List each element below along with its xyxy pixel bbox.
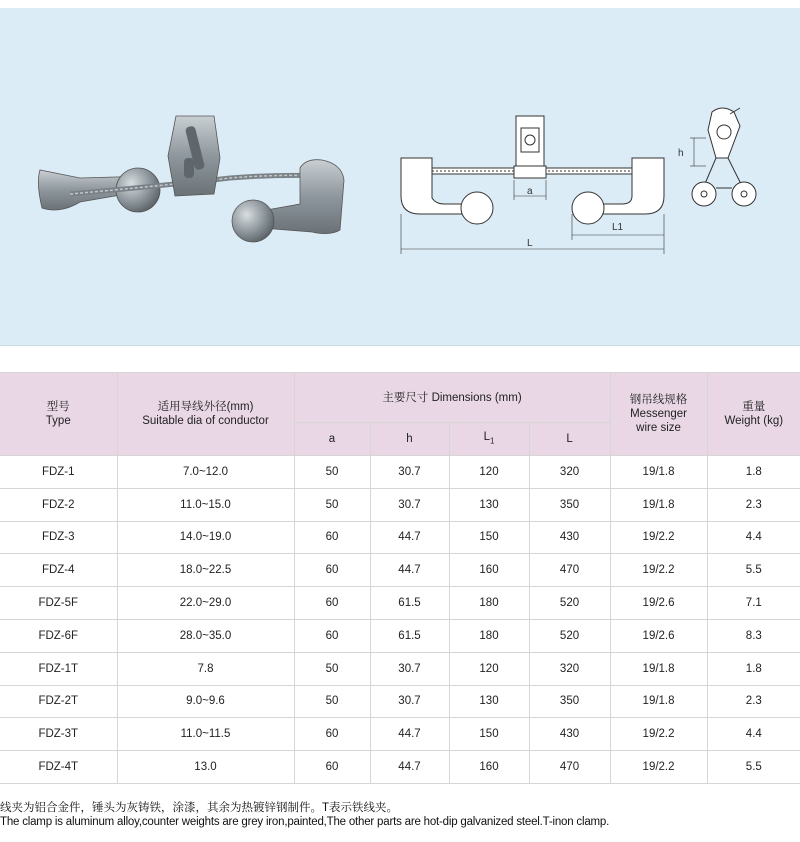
table-row xyxy=(0,751,800,784)
header-wire-cn: 钢吊线规格 xyxy=(629,394,688,406)
cell-a: 60 xyxy=(294,751,370,784)
header-col-L1 xyxy=(449,423,529,456)
table-row xyxy=(0,521,800,554)
cell-L: 520 xyxy=(529,619,610,652)
cell-a: 50 xyxy=(294,456,370,489)
cell-L1: 180 xyxy=(449,619,529,652)
cell-h: 30.7 xyxy=(370,488,449,521)
cell-a: 50 xyxy=(294,488,370,521)
cell-messenger-wire: 19/1.8 xyxy=(610,652,707,685)
cell-L1: 120 xyxy=(449,456,529,489)
cell-weight: 2.3 xyxy=(707,488,800,521)
front-view-drawing xyxy=(401,116,664,254)
header-type xyxy=(0,373,117,456)
cell-L1: 120 xyxy=(449,652,529,685)
header-messenger-wire xyxy=(610,373,707,456)
cell-messenger-wire: 19/2.2 xyxy=(610,521,707,554)
cell-type: FDZ-1T xyxy=(0,652,117,685)
cell-weight: 4.4 xyxy=(707,521,800,554)
cell-L: 520 xyxy=(529,587,610,620)
cell-type: FDZ-3 xyxy=(0,521,117,554)
cell-L1: 160 xyxy=(449,751,529,784)
cell-conductor-dia: 7.0~12.0 xyxy=(117,456,294,489)
cell-type: FDZ-4T xyxy=(0,751,117,784)
cell-weight: 1.8 xyxy=(707,652,800,685)
cell-type: FDZ-5F xyxy=(0,587,117,620)
table-row xyxy=(0,456,800,489)
header-col-L1-main: L xyxy=(483,430,490,443)
header-col-L1-sub: 1 xyxy=(489,436,495,446)
product-figure-panel xyxy=(0,8,800,346)
dim-label-a: a xyxy=(527,186,533,197)
cell-type: FDZ-6F xyxy=(0,619,117,652)
cell-weight: 8.3 xyxy=(707,619,800,652)
header-dimensions: 主要尺寸 Dimensions (mm) xyxy=(294,373,610,423)
spec-table xyxy=(0,372,800,784)
cell-type: FDZ-2 xyxy=(0,488,117,521)
cell-conductor-dia: 9.0~9.6 xyxy=(117,685,294,718)
cell-L1: 130 xyxy=(449,488,529,521)
cell-L1: 150 xyxy=(449,718,529,751)
cell-a: 60 xyxy=(294,718,370,751)
cell-L: 470 xyxy=(529,751,610,784)
cell-L: 470 xyxy=(529,554,610,587)
cell-conductor-dia: 28.0~35.0 xyxy=(117,619,294,652)
cell-conductor-dia: 11.0~15.0 xyxy=(117,488,294,521)
cell-conductor-dia: 13.0 xyxy=(117,751,294,784)
spec-table-body xyxy=(0,456,800,784)
table-row xyxy=(0,718,800,751)
cell-a: 60 xyxy=(294,587,370,620)
cell-h: 61.5 xyxy=(370,619,449,652)
cell-h: 30.7 xyxy=(370,685,449,718)
header-col-L: L xyxy=(529,423,610,456)
cell-conductor-dia: 18.0~22.5 xyxy=(117,554,294,587)
cell-type: FDZ-1 xyxy=(0,456,117,489)
header-col-a: a xyxy=(294,423,370,456)
cell-type: FDZ-3T xyxy=(0,718,117,751)
cell-weight: 4.4 xyxy=(707,718,800,751)
table-row xyxy=(0,685,800,718)
cell-h: 44.7 xyxy=(370,718,449,751)
cell-messenger-wire: 19/2.6 xyxy=(610,619,707,652)
cell-L1: 160 xyxy=(449,554,529,587)
header-weight-en: Weight (kg) xyxy=(724,415,784,427)
cell-h: 30.7 xyxy=(370,652,449,685)
damper-photo xyxy=(38,116,344,242)
header-col-h: h xyxy=(370,423,449,456)
cell-weight: 1.8 xyxy=(707,456,800,489)
cell-weight: 5.5 xyxy=(707,751,800,784)
side-view-drawing xyxy=(690,108,756,206)
table-row xyxy=(0,652,800,685)
header-dia-en: Suitable dia of conductor xyxy=(142,415,269,427)
cell-messenger-wire: 19/1.8 xyxy=(610,488,707,521)
cell-a: 50 xyxy=(294,685,370,718)
header-wire-en1: Messenger xyxy=(630,408,687,420)
cell-type: FDZ-4 xyxy=(0,554,117,587)
header-weight-cn: 重量 xyxy=(742,401,766,413)
header-weight xyxy=(707,373,800,456)
cell-h: 44.7 xyxy=(370,751,449,784)
cell-messenger-wire: 19/2.6 xyxy=(610,587,707,620)
table-row xyxy=(0,554,800,587)
cell-weight: 7.1 xyxy=(707,587,800,620)
cell-conductor-dia: 7.8 xyxy=(117,652,294,685)
cell-L1: 130 xyxy=(449,685,529,718)
cell-a: 50 xyxy=(294,652,370,685)
dim-label-L: L xyxy=(527,238,533,249)
note-english: The clamp is aluminum alloy,counter weights are grey iron,painted,The other parts are hot-dip galvanized steel.T-inon clamp. xyxy=(0,816,610,828)
cell-a: 60 xyxy=(294,619,370,652)
cell-messenger-wire: 19/1.8 xyxy=(610,685,707,718)
header-conductor-dia xyxy=(117,373,294,456)
cell-h: 44.7 xyxy=(370,521,449,554)
cell-L: 430 xyxy=(529,521,610,554)
table-row xyxy=(0,488,800,521)
cell-L1: 180 xyxy=(449,587,529,620)
cell-L: 350 xyxy=(529,488,610,521)
product-figure xyxy=(0,8,800,345)
cell-messenger-wire: 19/1.8 xyxy=(610,456,707,489)
header-type-en: Type xyxy=(45,415,71,427)
cell-messenger-wire: 19/2.2 xyxy=(610,554,707,587)
cell-h: 44.7 xyxy=(370,554,449,587)
cell-conductor-dia: 14.0~19.0 xyxy=(117,521,294,554)
cell-L1: 150 xyxy=(449,521,529,554)
cell-messenger-wire: 19/2.2 xyxy=(610,751,707,784)
header-wire-en2: wire size xyxy=(636,422,681,434)
header-type-cn: 型号 xyxy=(46,401,70,413)
cell-messenger-wire: 19/2.2 xyxy=(610,718,707,751)
header-dia-cn: 适用导线外径(mm) xyxy=(157,401,254,413)
cell-type: FDZ-2T xyxy=(0,685,117,718)
cell-weight: 5.5 xyxy=(707,554,800,587)
cell-weight: 2.3 xyxy=(707,685,800,718)
spec-table-header xyxy=(0,373,800,456)
cell-L: 320 xyxy=(529,652,610,685)
dim-label-h: h xyxy=(678,148,684,159)
cell-a: 60 xyxy=(294,554,370,587)
cell-h: 61.5 xyxy=(370,587,449,620)
note-chinese: 线夹为铝合金件，锤头为灰铸铁，涂漆，其余为热镀锌钢制件。T表示铁线夹。 xyxy=(0,802,399,814)
cell-conductor-dia: 11.0~11.5 xyxy=(117,718,294,751)
cell-L: 350 xyxy=(529,685,610,718)
dim-label-L1: L1 xyxy=(612,222,624,233)
cell-h: 30.7 xyxy=(370,456,449,489)
cell-conductor-dia: 22.0~29.0 xyxy=(117,587,294,620)
table-row xyxy=(0,619,800,652)
cell-L: 430 xyxy=(529,718,610,751)
cell-L: 320 xyxy=(529,456,610,489)
cell-a: 60 xyxy=(294,521,370,554)
table-row xyxy=(0,587,800,620)
